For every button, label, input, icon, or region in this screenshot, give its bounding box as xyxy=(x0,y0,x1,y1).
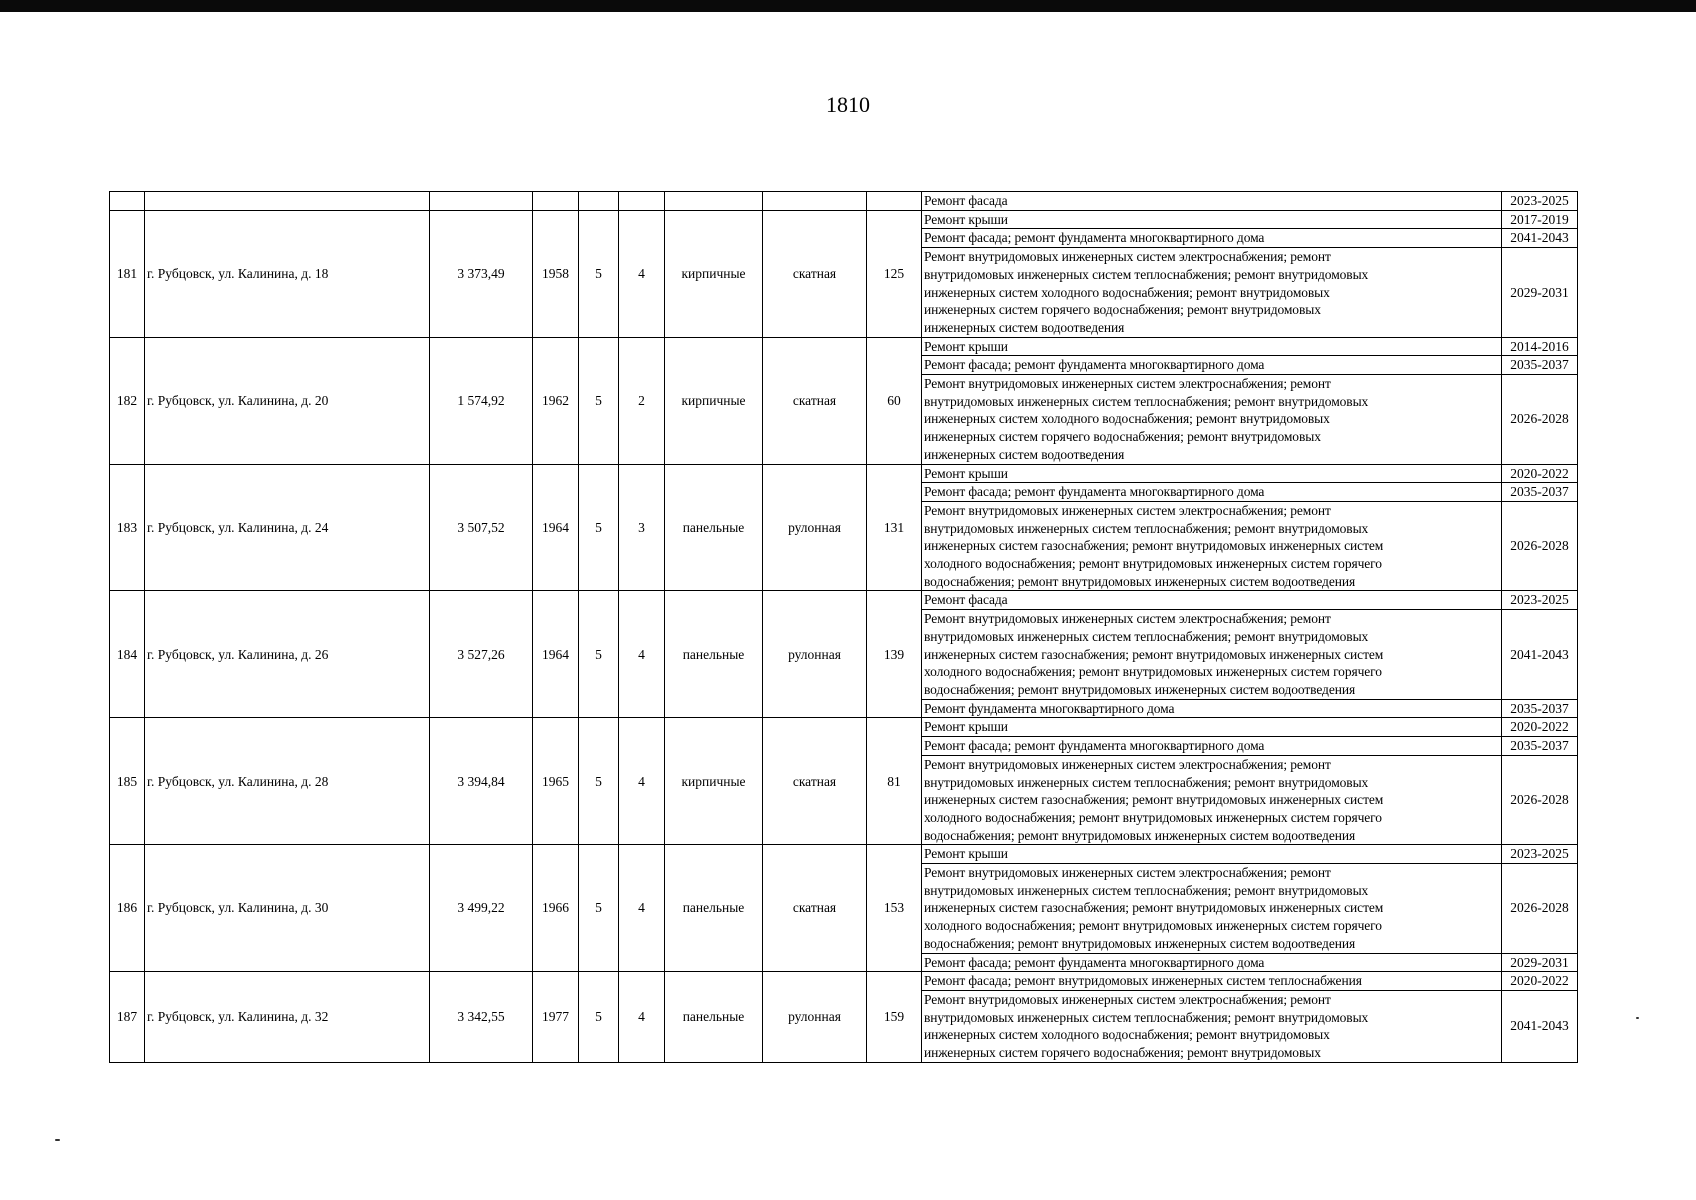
work-period: 2020-2022 xyxy=(1502,718,1578,737)
house-number: 181 xyxy=(110,210,145,337)
work-line: Ремонт фасада xyxy=(924,592,1008,608)
work-period: 2023-2025 xyxy=(1502,192,1578,211)
work-line: холодного водоснабжения; ремонт внутридомовых инженерных систем горячего xyxy=(924,809,1382,825)
work-line: водоснабжения; ремонт внутридомовых инженерных систем водоотведения xyxy=(924,573,1356,589)
work-period: 2035-2037 xyxy=(1502,356,1578,375)
work-period: 2035-2037 xyxy=(1502,699,1578,718)
work-line: холодного водоснабжения; ремонт внутридомовых инженерных систем горячего xyxy=(924,664,1382,680)
empty-cell xyxy=(533,192,579,211)
residents-count: 81 xyxy=(867,718,922,845)
work-line: Ремонт внутридомовых инженерных систем электроснабжения; ремонт xyxy=(924,502,1331,518)
build-year: 1958 xyxy=(533,210,579,337)
work-line: Ремонт фасада; ремонт фундамента многоквартирного дома xyxy=(924,954,1265,970)
floors-count: 5 xyxy=(579,591,619,718)
work-period: 2035-2037 xyxy=(1502,483,1578,502)
residents-count: 125 xyxy=(867,210,922,337)
work-line: внутридомовых инженерных систем теплоснабжения; ремонт внутридомовых xyxy=(924,393,1369,409)
work-period: 2029-2031 xyxy=(1502,953,1578,972)
work-line: Ремонт крыши xyxy=(924,338,1008,354)
work-period: 2035-2037 xyxy=(1502,737,1578,756)
entrances-count: 4 xyxy=(619,210,665,337)
work-description xyxy=(922,356,1502,375)
roof-type: рулонная xyxy=(763,972,867,1063)
house-area: 1 574,92 xyxy=(430,337,533,464)
work-line: холодного водоснабжения; ремонт внутридомовых инженерных систем горячего xyxy=(924,918,1382,934)
work-period: 2026-2028 xyxy=(1502,755,1578,845)
housing-repair-table xyxy=(109,191,1578,1063)
work-line: Ремонт крыши xyxy=(924,211,1008,227)
work-description xyxy=(922,337,1502,356)
work-line: водоснабжения; ремонт внутридомовых инженерных систем водоотведения xyxy=(924,827,1356,843)
work-period: 2023-2025 xyxy=(1502,591,1578,610)
work-description xyxy=(922,483,1502,502)
work-period: 2041-2043 xyxy=(1502,990,1578,1062)
work-description xyxy=(922,591,1502,610)
entrances-count: 4 xyxy=(619,972,665,1063)
empty-cell xyxy=(430,192,533,211)
work-line: Ремонт внутридомовых инженерных систем электроснабжения; ремонт xyxy=(924,611,1331,627)
work-line: водоснабжения; ремонт внутридомовых инженерных систем водоотведения xyxy=(924,935,1356,951)
work-line: Ремонт внутридомовых инженерных систем электроснабжения; ремонт xyxy=(924,991,1331,1007)
work-line: внутридомовых инженерных систем теплоснабжения; ремонт внутридомовых xyxy=(924,882,1369,898)
work-period: 2041-2043 xyxy=(1502,229,1578,248)
residents-count: 139 xyxy=(867,591,922,718)
work-description xyxy=(922,953,1502,972)
page-number: 1810 xyxy=(826,92,870,117)
work-line: инженерных систем холодного водоснабжения; ремонт внутридомовых xyxy=(924,284,1330,300)
house-number: 187 xyxy=(110,972,145,1063)
work-period: 2029-2031 xyxy=(1502,248,1578,338)
roof-type: рулонная xyxy=(763,464,867,591)
house-address: г. Рубцовск, ул. Калинина, д. 30 xyxy=(145,845,430,972)
build-year: 1965 xyxy=(533,718,579,845)
work-line: инженерных систем горячего водоснабжения; ремонт внутридомовых xyxy=(924,429,1321,445)
empty-cell xyxy=(867,192,922,211)
work-line: холодного водоснабжения; ремонт внутридомовых инженерных систем горячего xyxy=(924,556,1382,572)
work-line: Ремонт внутридомовых инженерных систем электроснабжения; ремонт xyxy=(924,865,1331,881)
table-row xyxy=(110,845,1578,864)
work-line: Ремонт фасада; ремонт внутридомовых инженерных систем теплоснабжения xyxy=(924,973,1362,989)
house-number: 184 xyxy=(110,591,145,718)
house-number: 185 xyxy=(110,718,145,845)
house-address: г. Рубцовск, ул. Калинина, д. 26 xyxy=(145,591,430,718)
floors-count: 5 xyxy=(579,972,619,1063)
work-line: инженерных систем газоснабжения; ремонт внутридомовых инженерных систем xyxy=(924,538,1384,554)
scan-top-band xyxy=(0,0,1696,12)
work-line: Ремонт фасада; ремонт фундамента многоквартирного дома xyxy=(924,357,1265,373)
work-description xyxy=(922,845,1502,864)
work-line: внутридомовых инженерных систем теплоснабжения; ремонт внутридомовых xyxy=(924,628,1369,644)
work-description xyxy=(922,464,1502,483)
residents-count: 153 xyxy=(867,845,922,972)
work-line: Ремонт внутридомовых инженерных систем электроснабжения; ремонт xyxy=(924,756,1331,772)
wall-material: панельные xyxy=(665,845,763,972)
work-description xyxy=(922,210,1502,229)
build-year: 1966 xyxy=(533,845,579,972)
residents-count: 131 xyxy=(867,464,922,591)
work-line: внутридомовых инженерных систем теплоснабжения; ремонт внутридомовых xyxy=(924,1009,1369,1025)
work-line: Ремонт крыши xyxy=(924,465,1008,481)
house-area: 3 527,26 xyxy=(430,591,533,718)
work-description xyxy=(922,501,1502,591)
floors-count: 5 xyxy=(579,718,619,845)
work-description xyxy=(922,610,1502,700)
work-line: Ремонт фасада; ремонт фундамента многоквартирного дома xyxy=(924,738,1265,754)
roof-type: скатная xyxy=(763,718,867,845)
work-line: Ремонт фасада; ремонт фундамента многоквартирного дома xyxy=(924,230,1265,246)
empty-cell xyxy=(579,192,619,211)
work-line: Ремонт крыши xyxy=(924,846,1008,862)
work-line: внутридомовых инженерных систем теплоснабжения; ремонт внутридомовых xyxy=(924,774,1369,790)
empty-cell xyxy=(665,192,763,211)
roof-type: скатная xyxy=(763,337,867,464)
roof-type: скатная xyxy=(763,210,867,337)
build-year: 1964 xyxy=(533,591,579,718)
wall-material: кирпичные xyxy=(665,337,763,464)
work-line: инженерных систем горячего водоснабжения; ремонт внутридомовых xyxy=(924,302,1321,318)
house-number: 182 xyxy=(110,337,145,464)
work-period: 2026-2028 xyxy=(1502,375,1578,465)
empty-cell xyxy=(145,192,430,211)
residents-count: 60 xyxy=(867,337,922,464)
wall-material: панельные xyxy=(665,591,763,718)
work-line: инженерных систем газоснабжения; ремонт внутридомовых инженерных систем xyxy=(924,900,1384,916)
house-address: г. Рубцовск, ул. Калинина, д. 32 xyxy=(145,972,430,1063)
work-line: Ремонт внутридомовых инженерных систем электроснабжения; ремонт xyxy=(924,376,1331,392)
work-line: инженерных систем газоснабжения; ремонт внутридомовых инженерных систем xyxy=(924,646,1384,662)
work-line: водоснабжения; ремонт внутридомовых инженерных систем водоотведения xyxy=(924,681,1356,697)
table-row xyxy=(110,591,1578,610)
work-line: Ремонт фасада; ремонт фундамента многоквартирного дома xyxy=(924,484,1265,500)
work-description xyxy=(922,972,1502,991)
table-row xyxy=(110,337,1578,356)
work-line: внутридомовых инженерных систем теплоснабжения; ремонт внутридомовых xyxy=(924,520,1369,536)
wall-material: кирпичные xyxy=(665,718,763,845)
work-period: 2023-2025 xyxy=(1502,845,1578,864)
floors-count: 5 xyxy=(579,210,619,337)
table-row xyxy=(110,464,1578,483)
entrances-count: 4 xyxy=(619,591,665,718)
build-year: 1962 xyxy=(533,337,579,464)
floors-count: 5 xyxy=(579,337,619,464)
work-line: инженерных систем горячего водоснабжения; ремонт внутридомовых xyxy=(924,1045,1321,1061)
empty-cell xyxy=(619,192,665,211)
entrances-count: 3 xyxy=(619,464,665,591)
work-period: 2014-2016 xyxy=(1502,337,1578,356)
continuation-row xyxy=(110,192,1578,211)
work-description xyxy=(922,737,1502,756)
entrances-count: 4 xyxy=(619,845,665,972)
build-year: 1977 xyxy=(533,972,579,1063)
work-description xyxy=(922,718,1502,737)
floors-count: 5 xyxy=(579,845,619,972)
work-line: Ремонт фундамента многоквартирного дома xyxy=(924,700,1175,716)
empty-cell xyxy=(763,192,867,211)
house-area: 3 499,22 xyxy=(430,845,533,972)
work-description: Ремонт фасада xyxy=(922,192,1502,211)
scan-speck xyxy=(55,1139,60,1141)
work-period: 2026-2028 xyxy=(1502,864,1578,954)
roof-type: рулонная xyxy=(763,591,867,718)
work-line: Ремонт внутридомовых инженерных систем электроснабжения; ремонт xyxy=(924,249,1331,265)
work-description xyxy=(922,248,1502,338)
house-area: 3 373,49 xyxy=(430,210,533,337)
work-line: Ремонт крыши xyxy=(924,719,1008,735)
table-row xyxy=(110,210,1578,229)
work-period: 2026-2028 xyxy=(1502,501,1578,591)
wall-material: панельные xyxy=(665,464,763,591)
wall-material: панельные xyxy=(665,972,763,1063)
floors-count: 5 xyxy=(579,464,619,591)
work-description xyxy=(922,229,1502,248)
work-line: внутридомовых инженерных систем теплоснабжения; ремонт внутридомовых xyxy=(924,266,1369,282)
house-address: г. Рубцовск, ул. Калинина, д. 20 xyxy=(145,337,430,464)
house-area: 3 342,55 xyxy=(430,972,533,1063)
house-address: г. Рубцовск, ул. Калинина, д. 24 xyxy=(145,464,430,591)
residents-count: 159 xyxy=(867,972,922,1063)
entrances-count: 4 xyxy=(619,718,665,845)
roof-type: скатная xyxy=(763,845,867,972)
work-period: 2017-2019 xyxy=(1502,210,1578,229)
work-line: инженерных систем холодного водоснабжения; ремонт внутридомовых xyxy=(924,411,1330,427)
work-period: 2041-2043 xyxy=(1502,610,1578,700)
work-period: 2020-2022 xyxy=(1502,464,1578,483)
entrances-count: 2 xyxy=(619,337,665,464)
wall-material: кирпичные xyxy=(665,210,763,337)
work-period: 2020-2022 xyxy=(1502,972,1578,991)
work-line: инженерных систем водоотведения xyxy=(924,446,1125,462)
work-description xyxy=(922,755,1502,845)
work-line: инженерных систем водоотведения xyxy=(924,319,1125,335)
house-address: г. Рубцовск, ул. Калинина, д. 28 xyxy=(145,718,430,845)
work-description xyxy=(922,375,1502,465)
build-year: 1964 xyxy=(533,464,579,591)
house-address: г. Рубцовск, ул. Калинина, д. 18 xyxy=(145,210,430,337)
house-number: 183 xyxy=(110,464,145,591)
table-row xyxy=(110,972,1578,991)
table-row xyxy=(110,718,1578,737)
scan-speck xyxy=(1636,1017,1639,1019)
work-description xyxy=(922,699,1502,718)
work-line: инженерных систем холодного водоснабжения; ремонт внутридомовых xyxy=(924,1027,1330,1043)
house-number: 186 xyxy=(110,845,145,972)
work-description xyxy=(922,864,1502,954)
house-area: 3 507,52 xyxy=(430,464,533,591)
work-description xyxy=(922,990,1502,1062)
work-line: инженерных систем газоснабжения; ремонт внутридомовых инженерных систем xyxy=(924,792,1384,808)
empty-cell xyxy=(110,192,145,211)
house-area: 3 394,84 xyxy=(430,718,533,845)
